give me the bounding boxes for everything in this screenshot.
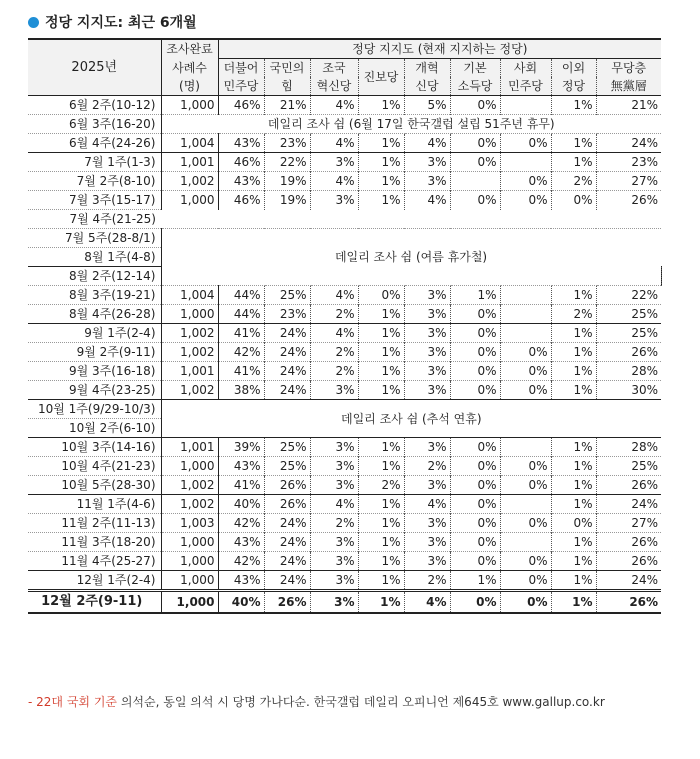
- value-cell: 46%: [218, 96, 264, 115]
- value-cell: 4%: [310, 495, 358, 514]
- sample-size-cell: 1,002: [161, 343, 218, 362]
- value-cell: 2%: [358, 476, 404, 495]
- value-cell: 1%: [551, 571, 596, 591]
- value-cell: 3%: [310, 476, 358, 495]
- value-cell: 4%: [310, 172, 358, 191]
- value-cell: [500, 495, 551, 514]
- value-cell: 3%: [310, 571, 358, 591]
- value-cell: 3%: [310, 591, 358, 614]
- value-cell: 1%: [358, 153, 404, 172]
- value-cell: 39%: [218, 438, 264, 457]
- value-cell: 0%: [450, 381, 500, 400]
- value-cell: 0%: [551, 514, 596, 533]
- period-cell: 6월 4주(24-26): [28, 134, 161, 153]
- value-cell: 0%: [450, 514, 500, 533]
- period-cell: 11월 3주(18-20): [28, 533, 161, 552]
- period-cell: 11월 2주(11-13): [28, 514, 161, 533]
- period-cell: 10월 3주(14-16): [28, 438, 161, 457]
- period-cell: 10월 4주(21-23): [28, 457, 161, 476]
- value-cell: 2%: [310, 362, 358, 381]
- table-row: [28, 96, 661, 115]
- period-cell: 8월 4주(26-28): [28, 305, 161, 324]
- value-cell: 30%: [596, 381, 661, 400]
- value-cell: 3%: [404, 476, 450, 495]
- table-row: [28, 324, 661, 343]
- value-cell: 0%: [450, 591, 500, 614]
- value-cell: 27%: [596, 172, 661, 191]
- value-cell: 3%: [404, 286, 450, 305]
- value-cell: 4%: [404, 495, 450, 514]
- party-header-line2: 민주당: [218, 77, 264, 96]
- sample-size-cell: 1,000: [161, 552, 218, 571]
- table-title: [28, 12, 197, 32]
- value-cell: 26%: [596, 591, 661, 614]
- value-cell: 1%: [358, 552, 404, 571]
- table-row: [28, 134, 661, 153]
- value-cell: 1%: [358, 514, 404, 533]
- value-cell: 0%: [450, 552, 500, 571]
- table-row: [28, 305, 661, 324]
- sample-size-cell: 1,000: [161, 571, 218, 591]
- table-row: [28, 343, 661, 362]
- value-cell: 44%: [218, 286, 264, 305]
- period-cell: 9월 3주(16-18): [28, 362, 161, 381]
- table-row: [28, 210, 661, 229]
- table-row: [28, 552, 661, 571]
- value-cell: 0%: [500, 172, 551, 191]
- value-cell: 25%: [264, 286, 310, 305]
- party-header-line2: 정당: [551, 77, 596, 96]
- sample-size-cell: 1,000: [161, 305, 218, 324]
- no-survey-note: 데일리 조사 쉼 (여름 휴가철): [161, 229, 661, 286]
- value-cell: 1%: [551, 552, 596, 571]
- party-group-header: 정당 지지도 (현재 지지하는 정당): [218, 39, 661, 59]
- value-cell: 1%: [358, 362, 404, 381]
- value-cell: 3%: [404, 343, 450, 362]
- value-cell: 3%: [404, 153, 450, 172]
- party-header: 조국: [310, 59, 358, 78]
- value-cell: 0%: [450, 343, 500, 362]
- party-header-line2: 민주당: [500, 77, 551, 96]
- table-row: [28, 571, 661, 591]
- sample-size-cell: 1,001: [161, 362, 218, 381]
- value-cell: 3%: [404, 514, 450, 533]
- sample-size-cell: 1,001: [161, 438, 218, 457]
- value-cell: 24%: [596, 134, 661, 153]
- value-cell: 1%: [551, 457, 596, 476]
- bullet-dot-icon: [28, 17, 39, 28]
- value-cell: 26%: [596, 343, 661, 362]
- period-cell: 10월 2주(6-10): [28, 419, 161, 438]
- value-cell: 3%: [404, 552, 450, 571]
- value-cell: 42%: [218, 514, 264, 533]
- sample-size-cell: 1,004: [161, 134, 218, 153]
- value-cell: 1%: [358, 381, 404, 400]
- value-cell: 2%: [310, 305, 358, 324]
- party-header: 무당층: [596, 59, 661, 78]
- sample-size-cell: 1,001: [161, 153, 218, 172]
- value-cell: 1%: [551, 533, 596, 552]
- value-cell: 2%: [310, 343, 358, 362]
- value-cell: 21%: [596, 96, 661, 115]
- value-cell: 3%: [310, 552, 358, 571]
- sample-size-cell: 1,000: [161, 96, 218, 115]
- value-cell: [500, 286, 551, 305]
- table-row: [28, 476, 661, 495]
- party-header-line2: 힘: [264, 77, 310, 96]
- value-cell: 3%: [310, 153, 358, 172]
- value-cell: 3%: [404, 381, 450, 400]
- value-cell: 3%: [310, 533, 358, 552]
- value-cell: 3%: [404, 324, 450, 343]
- value-cell: 1%: [551, 153, 596, 172]
- value-cell: 4%: [404, 191, 450, 210]
- value-cell: 26%: [596, 533, 661, 552]
- party-header: 사회: [500, 59, 551, 78]
- period-cell: 7월 1주(1-3): [28, 153, 161, 172]
- value-cell: [500, 305, 551, 324]
- value-cell: 3%: [404, 362, 450, 381]
- value-cell: 2%: [404, 457, 450, 476]
- value-cell: 23%: [264, 134, 310, 153]
- value-cell: 24%: [264, 552, 310, 571]
- value-cell: [500, 153, 551, 172]
- value-cell: 5%: [404, 96, 450, 115]
- party-header: 진보당: [358, 59, 404, 96]
- value-cell: 0%: [450, 362, 500, 381]
- sample-size-cell: 1,000: [161, 533, 218, 552]
- value-cell: 24%: [596, 495, 661, 514]
- period-cell: 7월 5주(28-8/1): [28, 229, 161, 248]
- value-cell: 4%: [404, 591, 450, 614]
- value-cell: 1%: [551, 438, 596, 457]
- period-cell: 9월 2주(9-11): [28, 343, 161, 362]
- period-cell: 7월 2주(8-10): [28, 172, 161, 191]
- sample-size-cell: 1,002: [161, 324, 218, 343]
- value-cell: [500, 533, 551, 552]
- value-cell: 43%: [218, 571, 264, 591]
- table-row: [28, 400, 661, 419]
- sample-header-1: 조사완료: [161, 39, 218, 59]
- period-cell: 11월 4주(25-27): [28, 552, 161, 571]
- value-cell: 0%: [500, 191, 551, 210]
- period-cell: 6월 2주(10-12): [28, 96, 161, 115]
- value-cell: 22%: [264, 153, 310, 172]
- value-cell: 25%: [596, 324, 661, 343]
- value-cell: 25%: [596, 457, 661, 476]
- value-cell: 3%: [310, 438, 358, 457]
- value-cell: 1%: [551, 286, 596, 305]
- value-cell: 0%: [450, 191, 500, 210]
- no-survey-note: 데일리 조사 쉼 (6월 17일 한국갤럽 설립 51주년 휴무): [161, 115, 661, 134]
- value-cell: 25%: [596, 305, 661, 324]
- value-cell: 0%: [450, 324, 500, 343]
- value-cell: 44%: [218, 305, 264, 324]
- table-row-current: [28, 591, 661, 614]
- value-cell: 2%: [551, 305, 596, 324]
- party-header-line2: 無黨層: [596, 77, 661, 96]
- value-cell: 1%: [551, 495, 596, 514]
- value-cell: 1%: [551, 591, 596, 614]
- value-cell: 2%: [404, 571, 450, 591]
- value-cell: 26%: [264, 495, 310, 514]
- value-cell: 25%: [264, 438, 310, 457]
- value-cell: 0%: [450, 495, 500, 514]
- party-header-line2: 혁신당: [310, 77, 358, 96]
- value-cell: 4%: [310, 286, 358, 305]
- value-cell: 19%: [264, 191, 310, 210]
- value-cell: 24%: [264, 571, 310, 591]
- value-cell: 2%: [310, 514, 358, 533]
- period-cell: 12월 2주(9-11): [28, 591, 161, 614]
- value-cell: 26%: [264, 591, 310, 614]
- value-cell: 1%: [358, 343, 404, 362]
- table-row: [28, 115, 661, 134]
- value-cell: 28%: [596, 362, 661, 381]
- sample-size-cell: 1,002: [161, 495, 218, 514]
- value-cell: 40%: [218, 591, 264, 614]
- value-cell: [500, 324, 551, 343]
- value-cell: 1%: [551, 343, 596, 362]
- value-cell: 1%: [358, 134, 404, 153]
- party-header: 개혁: [404, 59, 450, 78]
- sample-size-cell: 1,000: [161, 591, 218, 614]
- table-row: [28, 457, 661, 476]
- table-row: [28, 438, 661, 457]
- period-cell: 9월 1주(2-4): [28, 324, 161, 343]
- table-row: [28, 191, 661, 210]
- table-row: [28, 362, 661, 381]
- table-row: [28, 286, 661, 305]
- value-cell: 3%: [404, 305, 450, 324]
- value-cell: 1%: [358, 324, 404, 343]
- period-cell: 8월 1주(4-8): [28, 248, 161, 267]
- no-survey-note: 데일리 조사 쉼 (추석 연휴): [161, 400, 661, 438]
- sample-size-cell: 1,000: [161, 191, 218, 210]
- table-row: [28, 514, 661, 533]
- period-cell: 8월 2주(12-14): [28, 267, 161, 286]
- value-cell: 1%: [358, 591, 404, 614]
- party-support-table: [28, 38, 661, 614]
- value-cell: 38%: [218, 381, 264, 400]
- value-cell: 24%: [264, 514, 310, 533]
- value-cell: 0%: [450, 457, 500, 476]
- value-cell: 40%: [218, 495, 264, 514]
- sample-size-cell: 1,004: [161, 286, 218, 305]
- value-cell: 1%: [358, 191, 404, 210]
- value-cell: 0%: [551, 191, 596, 210]
- sample-size-cell: 1,002: [161, 381, 218, 400]
- value-cell: 0%: [450, 134, 500, 153]
- value-cell: 1%: [551, 324, 596, 343]
- party-header: 이외: [551, 59, 596, 78]
- sample-header-3: (명): [161, 77, 218, 96]
- value-cell: 41%: [218, 324, 264, 343]
- value-cell: 1%: [551, 381, 596, 400]
- period-cell: 11월 1주(4-6): [28, 495, 161, 514]
- value-cell: 3%: [404, 172, 450, 191]
- value-cell: 27%: [596, 514, 661, 533]
- sample-size-cell: 1,002: [161, 172, 218, 191]
- period-cell: 7월 3주(15-17): [28, 191, 161, 210]
- value-cell: 0%: [500, 571, 551, 591]
- value-cell: 1%: [551, 134, 596, 153]
- value-cell: 43%: [218, 533, 264, 552]
- value-cell: 0%: [500, 476, 551, 495]
- value-cell: 4%: [310, 96, 358, 115]
- value-cell: 4%: [310, 324, 358, 343]
- table-row: [28, 533, 661, 552]
- value-cell: 1%: [551, 476, 596, 495]
- value-cell: 3%: [310, 381, 358, 400]
- value-cell: 1%: [358, 438, 404, 457]
- table-row: [28, 153, 661, 172]
- value-cell: [500, 96, 551, 115]
- value-cell: 46%: [218, 191, 264, 210]
- footnote-text: 의석순, 동일 의석 시 당명 가나다순. 한국갤럽 데일리 오피니언 제645호 www.gallup.co.kr: [117, 695, 605, 709]
- period-cell: 10월 5주(28-30): [28, 476, 161, 495]
- footnote: [28, 693, 605, 710]
- period-cell: 6월 3주(16-20): [28, 115, 161, 134]
- value-cell: 41%: [218, 476, 264, 495]
- value-cell: 43%: [218, 457, 264, 476]
- sample-size-cell: 1,003: [161, 514, 218, 533]
- value-cell: 21%: [264, 96, 310, 115]
- value-cell: 2%: [551, 172, 596, 191]
- value-cell: 24%: [264, 381, 310, 400]
- value-cell: 23%: [596, 153, 661, 172]
- period-cell: 8월 3주(19-21): [28, 286, 161, 305]
- value-cell: 0%: [500, 134, 551, 153]
- value-cell: 1%: [358, 457, 404, 476]
- value-cell: 1%: [358, 495, 404, 514]
- table-row: [28, 495, 661, 514]
- value-cell: 0%: [500, 343, 551, 362]
- party-header-line2: 소득당: [450, 77, 500, 96]
- period-cell: 9월 4주(23-25): [28, 381, 161, 400]
- table-row: [28, 172, 661, 191]
- value-cell: 0%: [358, 286, 404, 305]
- value-cell: 23%: [264, 305, 310, 324]
- footnote-red: - 22대 국회 기준: [28, 695, 118, 709]
- value-cell: 1%: [551, 362, 596, 381]
- period-cell: 12월 1주(2-4): [28, 571, 161, 591]
- party-header: 더불어: [218, 59, 264, 78]
- value-cell: 0%: [450, 476, 500, 495]
- value-cell: 1%: [358, 172, 404, 191]
- value-cell: 46%: [218, 153, 264, 172]
- value-cell: 43%: [218, 134, 264, 153]
- value-cell: 1%: [358, 96, 404, 115]
- value-cell: 4%: [310, 134, 358, 153]
- party-header: 기본: [450, 59, 500, 78]
- period-cell: 10월 1주(9/29-10/3): [28, 400, 161, 419]
- value-cell: 24%: [264, 343, 310, 362]
- value-cell: 0%: [450, 153, 500, 172]
- value-cell: 26%: [596, 191, 661, 210]
- value-cell: 0%: [450, 96, 500, 115]
- value-cell: 3%: [310, 191, 358, 210]
- value-cell: 42%: [218, 343, 264, 362]
- value-cell: 1%: [450, 571, 500, 591]
- value-cell: 1%: [358, 533, 404, 552]
- party-header: 국민의: [264, 59, 310, 78]
- value-cell: 26%: [596, 552, 661, 571]
- value-cell: [500, 438, 551, 457]
- value-cell: 0%: [500, 591, 551, 614]
- value-cell: 24%: [264, 362, 310, 381]
- value-cell: [450, 172, 500, 191]
- value-cell: 3%: [404, 438, 450, 457]
- value-cell: 19%: [264, 172, 310, 191]
- value-cell: 1%: [551, 96, 596, 115]
- value-cell: 42%: [218, 552, 264, 571]
- value-cell: 4%: [404, 134, 450, 153]
- value-cell: 24%: [596, 571, 661, 591]
- value-cell: 26%: [264, 476, 310, 495]
- value-cell: 1%: [450, 286, 500, 305]
- period-cell: 7월 4주(21-25): [28, 210, 161, 229]
- value-cell: 25%: [264, 457, 310, 476]
- value-cell: 0%: [450, 438, 500, 457]
- sample-size-cell: 1,000: [161, 457, 218, 476]
- value-cell: 41%: [218, 362, 264, 381]
- value-cell: 0%: [500, 457, 551, 476]
- value-cell: 0%: [450, 305, 500, 324]
- year-header: 2025년: [28, 39, 161, 96]
- sample-size-cell: 1,002: [161, 476, 218, 495]
- value-cell: 28%: [596, 438, 661, 457]
- title-text: 정당 지지도: 최근 6개월: [45, 15, 197, 31]
- value-cell: 43%: [218, 172, 264, 191]
- party-header-line2: 신당: [404, 77, 450, 96]
- value-cell: 0%: [500, 362, 551, 381]
- value-cell: 0%: [500, 514, 551, 533]
- value-cell: 3%: [310, 457, 358, 476]
- table-row: [28, 381, 661, 400]
- value-cell: 26%: [596, 476, 661, 495]
- value-cell: 1%: [358, 305, 404, 324]
- value-cell: 3%: [404, 533, 450, 552]
- value-cell: 0%: [500, 552, 551, 571]
- sample-header-2: 사례수: [161, 59, 218, 78]
- value-cell: 22%: [596, 286, 661, 305]
- table-row: [28, 229, 661, 248]
- value-cell: 0%: [500, 381, 551, 400]
- value-cell: 24%: [264, 324, 310, 343]
- value-cell: 0%: [450, 533, 500, 552]
- value-cell: 24%: [264, 533, 310, 552]
- value-cell: 1%: [358, 571, 404, 591]
